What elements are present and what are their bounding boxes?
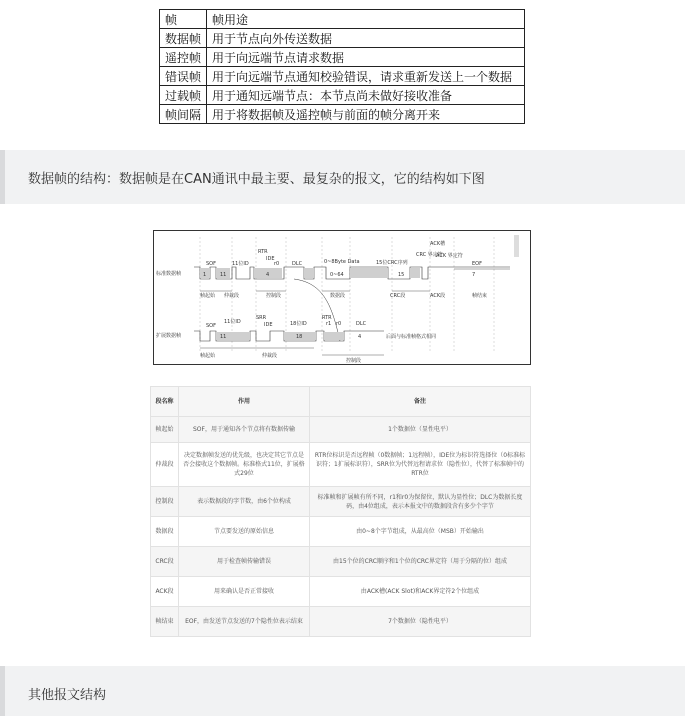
frame-purpose-cell: 用于向远端节点请求数据 [207,48,525,67]
ext-id-bits: 11 [220,334,227,340]
table-row [151,577,531,607]
seg-ctrl: 控制段 [266,293,282,299]
ext-hatch-blocks [216,332,344,340]
seg-crc: CRC段 [390,293,406,299]
remark-cell: 由ACK槽(ACK Slot)和ACK界定符2个位组成 [310,577,531,607]
std-sof-bits: 1 [203,272,207,278]
seg-eof: 帧结束 [472,293,488,299]
frame-name-cell: 数据帧 [160,29,207,48]
std-dlc-bits: 4 [266,272,270,278]
remark-cell: 1个数据位（显性电平） [310,417,531,443]
quote-block-other-frames [0,666,685,716]
id11-label: 11位ID [232,261,249,267]
table-row [151,487,531,517]
r0-label: r0 [274,261,280,267]
ext-dlc-bits: 4 [358,334,362,340]
remark-cell: RTR位标识是否远程帧（0数据帧；1远程帧），IDE位为标识符选择位（0标准标识符；1扩展标识符），SRR位为代替远程请求位（隐性位），代替了标准帧中的RTR位 [310,443,531,487]
frame-purpose-cell: 用于节点向外传送数据 [207,29,525,48]
segment-labels [200,292,487,299]
frame-purpose-cell: 用于通知远端节点：本节点尚未做好接收准备 [207,86,525,105]
function-cell: EOF，由发送节点发送的7个隐性位表示结束 [179,607,310,637]
frame-row [160,105,525,124]
segment-name-cell: 仲裁段 [151,443,179,487]
quote-text: 其他报文结构 [28,688,107,703]
std-eof-bits: 7 [472,272,476,278]
function-cell: SOF，用于通知各个节点将有数据传输 [179,417,310,443]
frame-purpose-cell: 用于向远端节点通知校验错误，请求重新发送上一个数据 [207,67,525,86]
crc-delim-label: CRC 界定符 [416,252,443,258]
table-row [151,607,531,637]
frame-name-cell: 帧 [160,10,207,29]
table-row [151,417,531,443]
eof-label: EOF [472,261,482,267]
seg-sof: 帧起始 [200,293,216,299]
header-remark: 备注 [310,387,531,417]
frame-types-table [159,9,525,124]
frame-row [160,48,525,67]
ack-delim-label: ACK 界定符 [436,253,463,259]
ext-frame-label: 扩展数据帧 [156,333,182,339]
seg-arb: 仲裁段 [224,293,240,299]
segment-name-cell: CRC段 [151,547,179,577]
function-cell: 用来确认是否正常接收 [179,577,310,607]
ext-rest-label: 后面与标准帧格式相同 [386,334,437,340]
segment-name-cell: ACK段 [151,577,179,607]
header-segment-name: 段名称 [151,387,179,417]
segment-name-cell: 控制段 [151,487,179,517]
ext-r1-label: r1 [326,321,332,327]
ext-ide-label: IDE [264,322,273,328]
ext-id18-label: 18位ID [290,321,307,327]
quote-block-data-frame [0,150,685,204]
ext-id18-bits: 18 [296,334,303,340]
frame-purpose-cell: 用于将数据帧及遥控帧与前面的帧分离开来 [207,105,525,124]
ext-r0-label: r0 [336,321,342,327]
ext-srr-label: SRR [256,315,267,321]
table-row [151,517,531,547]
ext-sof-label: SOF [206,323,216,329]
frame-name-cell: 帧间隔 [160,105,207,124]
ack-slot-label: ACK槽 [430,241,446,247]
function-cell: 节点要发送的原始信息 [179,517,310,547]
field-table-header [151,387,531,417]
ext-seg-arb: 仲裁段 [262,353,278,359]
ext-segment-arrows [200,348,384,355]
quote-text: 数据帧的结构：数据帧是在CAN通讯中最主要、最复杂的报文，它的结构如下图 [28,172,485,187]
table-row [151,443,531,487]
connector-curve [294,279,340,341]
header-function: 作用 [179,387,310,417]
segment-name-cell: 帧结束 [151,607,179,637]
frame-row [160,67,525,86]
frame-row [160,10,525,29]
ext-rtr-label: RTR [322,315,332,321]
sof-label: SOF [206,261,216,267]
diagram-svg [154,231,530,364]
segment-name-cell: 数据段 [151,517,179,547]
remark-cell: 由15个位的CRC顺序和1个位的CRC界定符（用于分隔的位）组成 [310,547,531,577]
frame-name-cell: 过载帧 [160,86,207,105]
std-crc-bits: 15 [398,272,405,278]
ext-seg-ctrl: 控制段 [346,358,362,364]
seg-data: 数据段 [330,293,346,299]
std-frame-label: 标准数据帧 [156,271,182,277]
dlc-label: DLC [292,261,303,267]
std-id-bits: 11 [220,272,227,278]
remark-cell: 标准帧和扩展帧有所不同，r1和r0为保留位，默认为显性位；DLC为数据长度码，由4位组成，表示本报文中的数据段含有多少个字节 [310,487,531,517]
frame-name-cell: 遥控帧 [160,48,207,67]
ext-seg-sof: 帧起始 [200,353,216,359]
ide-label: IDE [266,256,275,262]
remark-cell: 7个数据位（隐性电平） [310,607,531,637]
table-row [151,547,531,577]
field-table-wrapper [150,386,531,637]
can-frame-diagram [153,230,531,365]
seg-ack: ACK段 [430,293,446,299]
function-cell: 用于检查帧传输错误 [179,547,310,577]
std-hatch-blocks [200,268,420,278]
frame-purpose-cell: 帧用途 [207,10,525,29]
function-cell: 表示数据段的字节数，由6个位构成 [179,487,310,517]
std-data-bits: 0~64 [330,272,344,278]
crc-seq-label: 15位CRC序列 [376,260,408,266]
frame-row [160,86,525,105]
diagram-scroll-mark [514,235,519,257]
rtr-label: RTR [258,249,268,255]
segment-name-cell: 帧起始 [151,417,179,443]
ext-dlc-label: DLC [356,321,367,327]
frame-name-cell: 错误帧 [160,67,207,86]
field-description-table [150,386,531,637]
ext-id11-label: 11位ID [224,319,241,325]
frame-row [160,29,525,48]
data-bytes-label: 0~8Byte Data [324,259,360,265]
function-cell: 决定数据帧发送的优先级，也决定其它节点是否会接收这个数据帧。标准格式11位，扩展格式29位 [179,443,310,487]
remark-cell: 由0~8个字节组成，从最高位（MSB）开始输出 [310,517,531,547]
